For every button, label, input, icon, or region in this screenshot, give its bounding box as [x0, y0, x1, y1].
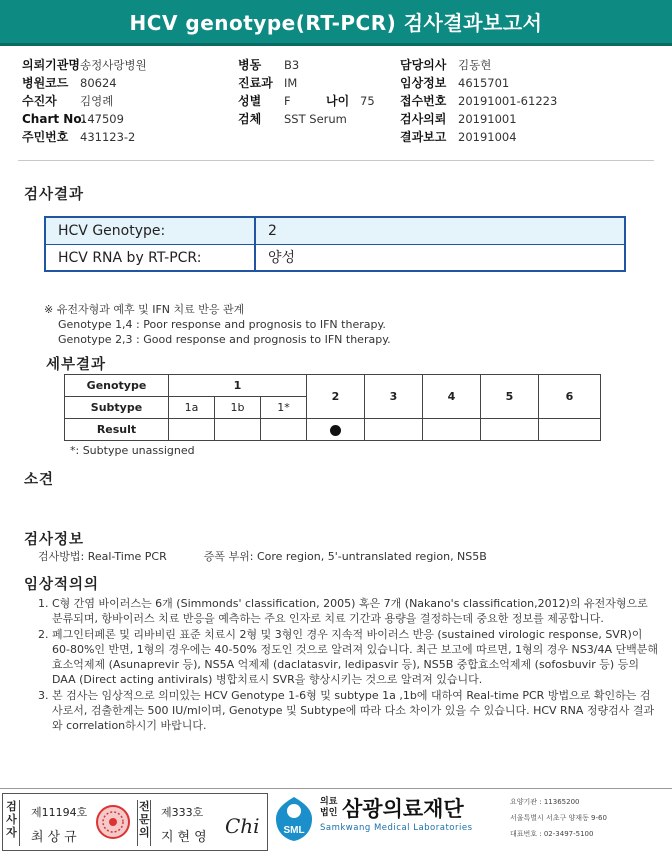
result-cell-5 [481, 419, 539, 441]
specialist-label: 전문의 [137, 800, 151, 846]
value-report-date: 20191004 [458, 130, 517, 144]
clinical-item-text: 페그인터페론 및 리바비린 표준 치료시 2형 및 3형인 경우 지속적 바이러스 반응 (sustained virologic response, SVR)이 60-80%인 반면, 1형의 경우에는 40-50% 정도인 것으로 알려져 있습니다. 최근 보고에 따르면, 1형의 경우 NS3/4A 단백분해효소억제제 (Asunaprevir 등), NS5A 억제제 (daclatasvir, ledipasvir 등), NS5B 중합효소억제제 (sofosbuvir 등) 등의 DAA (Direct acting antivirals) 병합치료시 SVR을 향상시키는 것으로 알려져 있습니다. [52, 627, 658, 687]
clinical-item-number: 2. [38, 627, 49, 641]
detected-marker-icon [330, 425, 341, 436]
org-address: 서울특별시 서초구 양재동 9-60 [510, 814, 607, 822]
signature-box [2, 793, 268, 851]
examiner-name: 최상규 [31, 830, 81, 845]
clinical-item [38, 596, 658, 627]
value-patient: 김영례 [80, 94, 114, 108]
label-ward: 병동 [238, 58, 262, 72]
result-box [44, 216, 626, 272]
result-cell-2 [307, 419, 365, 441]
genotype-6-header: 6 [539, 375, 601, 419]
result-rna-label: HCV RNA by RT-PCR: [46, 245, 256, 270]
clinical-item [38, 627, 658, 688]
clinical-item [38, 688, 658, 734]
result-cell-1-unassigned [261, 419, 307, 441]
label-specimen: 검체 [238, 112, 262, 126]
patient-info-col3 [400, 56, 557, 146]
specialist-signature: Chi [225, 814, 260, 838]
value-sex: F [284, 94, 291, 108]
result-cell-1b [215, 419, 261, 441]
label-department: 진료과 [238, 76, 273, 90]
value-resident-no: 431123-2 [80, 130, 136, 144]
clinical-item-text: 본 검사는 임상적으로 의미있는 HCV Genotype 1-6형 및 subtype 1a ,1b에 대하여 Real-time PCR 방법으로 확인하는 검사로서, 검출한계는 500 IU/ml이며, Genotype 및 Subtype에 따라 다소 차이가 있을 수 있습니다. HCV RNA 정량검사 결과와 correlation하시기 바랍니다. [52, 688, 655, 733]
label-resident-no: 주민번호 [22, 130, 69, 144]
sml-logo-text: SML [283, 825, 305, 836]
label-report-date: 결과보고 [400, 130, 447, 144]
test-method: 검사방법: Real-Time PCR [38, 550, 167, 563]
subtype-1b: 1b [215, 397, 261, 419]
subtype-footnote: *: Subtype unassigned [70, 444, 195, 457]
clinical-item-number: 3. [38, 688, 49, 702]
genotype-3-header: 3 [365, 375, 423, 419]
clinical-item-text: C형 간염 바이러스는 6개 (Simmonds' classification, 2005) 혹은 7개 (Nakano's classification,2012)의 유전자형으로 분류되며, 항바이러스 치료 반응을 예측하는 주요 인자로 치료 기간과 용량을 결정하는데 중요한 정보를 제공합니다. [52, 597, 648, 626]
specialist-license: 제333호 [161, 806, 204, 819]
value-institution: 송정사랑병원 [80, 58, 147, 72]
examiner-label: 검사자 [6, 800, 20, 846]
label-hospital-code: 병원코드 [22, 76, 69, 90]
org-english-name: Samkwang Medical Laboratories [320, 823, 473, 833]
subtype-header: Subtype [65, 397, 169, 419]
value-specimen: SST Serum [284, 112, 347, 126]
genotype-5-header: 5 [481, 375, 539, 419]
genotype-header: Genotype [65, 375, 169, 397]
label-chart-no: Chart No. [22, 112, 87, 126]
result-cell-3 [365, 419, 423, 441]
test-info-section-title: 검사정보 [24, 532, 85, 548]
genotype-4-header: 4 [423, 375, 481, 419]
value-ward: B3 [284, 58, 300, 72]
result-header: Result [65, 419, 169, 441]
value-chart-no: 147509 [80, 112, 124, 126]
patient-info-col2 [238, 56, 375, 128]
result-cell-1a [169, 419, 215, 441]
genotype-2-header: 2 [307, 375, 365, 419]
value-request-date: 20191001 [458, 112, 517, 126]
footer [0, 788, 672, 856]
value-clinical-info: 4615701 [458, 76, 510, 90]
genotype-note [44, 302, 391, 347]
specialist-name: 지현영 [161, 830, 211, 845]
sml-logo-icon [272, 795, 316, 843]
value-receipt-no: 20191001-61223 [458, 94, 558, 108]
result-rna-value: 양성 [268, 250, 296, 266]
result-genotype-value: 2 [268, 223, 277, 239]
result-cell-6 [539, 419, 601, 441]
value-doctor: 김동현 [458, 58, 492, 72]
genotype-note-line: Genotype 1,4 : Poor response and prognosis to IFN therapy. [58, 318, 386, 331]
result-genotype-label: HCV Genotype: [46, 218, 256, 244]
label-age: 나이 [326, 94, 350, 108]
org-name: 삼광의료재단 [342, 797, 464, 821]
genotype-note-line: Genotype 2,3 : Good response and prognosis to IFN therapy. [58, 333, 391, 346]
results-section-title: 검사결과 [24, 187, 85, 203]
label-clinical-info: 임상정보 [400, 76, 447, 90]
org-prefix: 의료법인 [320, 797, 338, 818]
result-row-rna [46, 244, 624, 270]
label-institution: 의뢰기관명 [22, 58, 80, 72]
detail-section-title: 세부결과 [46, 357, 107, 373]
genotype-1-header: 1 [169, 375, 307, 397]
genotype-note-heading: ※ 유전자형과 예후 및 IFN 치료 반응 관계 [44, 303, 245, 316]
amplification-region: 증폭 부위: Core region, 5'-untranslated region, NS5B [203, 550, 487, 563]
test-method-line [38, 548, 487, 564]
value-department: IM [284, 76, 298, 90]
report-title: HCV genotype(RT-PCR) 검사결과보고서 [0, 0, 672, 46]
opinion-section-title: 소견 [24, 472, 55, 488]
result-cell-4 [423, 419, 481, 441]
patient-info-col1 [22, 56, 147, 146]
examiner-seal-icon [95, 802, 131, 842]
examiner-license: 제11194호 [31, 806, 88, 819]
detail-table [64, 374, 601, 441]
label-receipt-no: 접수번호 [400, 94, 447, 108]
label-doctor: 담당의사 [400, 58, 447, 72]
clinical-item-number: 1. [38, 597, 49, 610]
subtype-1a: 1a [169, 397, 215, 419]
org-code: 요양기관 : 11365200 [510, 798, 580, 806]
clinical-section-title: 임상적의의 [24, 577, 100, 593]
label-request-date: 검사의뢰 [400, 112, 447, 126]
info-divider [18, 160, 654, 161]
label-patient: 수진자 [22, 94, 57, 108]
clinical-list [38, 596, 658, 734]
label-sex: 성별 [238, 94, 262, 108]
result-row-genotype [46, 218, 624, 244]
value-age: 75 [360, 94, 375, 108]
org-phone: 대표번호 : 02-3497-5100 [510, 830, 594, 838]
value-hospital-code: 80624 [80, 76, 117, 90]
subtype-1-unassigned: 1* [261, 397, 307, 419]
